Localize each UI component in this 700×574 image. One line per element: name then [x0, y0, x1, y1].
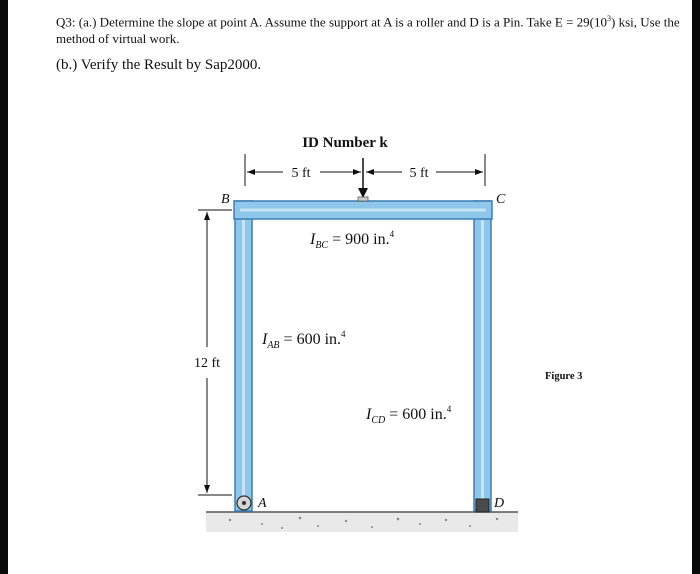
dim-left-label: 5 ft — [291, 166, 311, 181]
i-bc-symbol: I — [310, 231, 316, 248]
question-part-a-suffix: ) ksi, Use the method of virtual work. — [56, 14, 680, 47]
i-bc-subscript: BC — [315, 240, 329, 251]
i-bc-value: = 900 in. — [328, 231, 390, 248]
i-ab-value: = 600 in. — [279, 331, 342, 348]
dim-arrow-left-end — [247, 169, 255, 175]
roller-pin-a — [242, 501, 246, 505]
height-arrow-top — [204, 212, 210, 220]
point-a-label: A — [258, 496, 267, 511]
load-arrow-head — [358, 188, 368, 198]
i-cd-subscript: CD — [371, 415, 386, 426]
point-d-label: D — [494, 496, 505, 511]
i-ab-exponent: 4 — [341, 329, 346, 339]
load-label: ID Number k — [302, 135, 388, 151]
i-cd-value: = 600 in. — [385, 406, 447, 423]
i-cd-exponent: 4 — [446, 404, 452, 414]
i-ab-annotation — [261, 329, 346, 351]
dim-arrow-right-end — [475, 169, 483, 175]
i-bc-annotation — [309, 229, 395, 251]
point-b-label: B — [221, 192, 230, 207]
dim-right-label: 5 ft — [409, 166, 429, 181]
i-bc-exponent: 4 — [389, 229, 395, 239]
question-part-b: (b.) Verify the Result by Sap2000. — [56, 57, 262, 73]
i-cd-symbol: I — [366, 406, 372, 423]
question-part-a-prefix: Q3: (a.) Determine the slope at point A. Assume the support at A is a roller and D is a Pin. Take E = 29(10 — [56, 14, 608, 30]
ground — [206, 512, 518, 532]
i-ab-symbol: I — [262, 331, 268, 348]
pin-support-d — [476, 499, 489, 512]
dim-arrow-right-mid — [366, 169, 374, 175]
point-c-label: C — [496, 192, 506, 207]
i-cd-annotation — [365, 404, 452, 426]
height-label: 12 ft — [193, 356, 221, 371]
i-ab-subscript: AB — [267, 340, 280, 351]
question-part-a-exponent: 3 — [607, 14, 612, 23]
height-arrow-bottom — [204, 485, 210, 493]
dim-arrow-left-mid — [353, 169, 361, 175]
load-bearing-plate — [358, 197, 368, 201]
figure-caption: Figure 3 — [545, 371, 583, 382]
